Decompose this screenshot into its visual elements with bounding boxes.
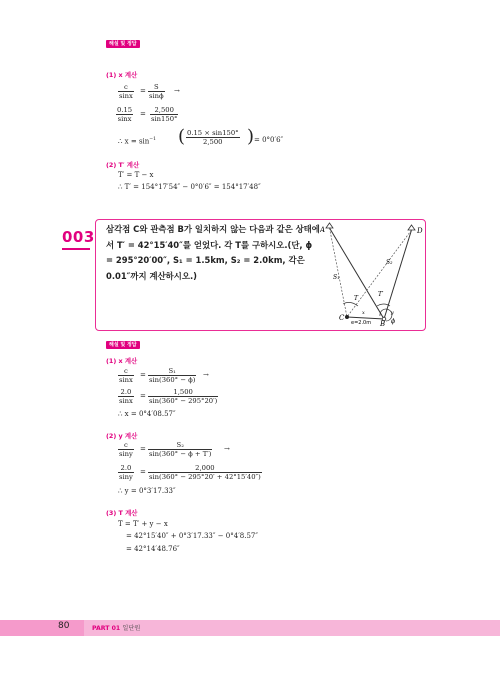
fraction-numerator: 2,500 (150, 106, 178, 115)
fraction-denominator: sin150° (151, 115, 178, 123)
fraction (116, 106, 133, 123)
fraction-denominator: sin(360° − 295°20′ + 42°15′40″) (149, 473, 261, 481)
label-a: A (320, 226, 326, 234)
fraction (150, 106, 178, 123)
step-heading: (1) x 계산 (106, 71, 138, 79)
x-result-value: = 0°0′6″ (254, 136, 284, 144)
page-number: 80 (58, 621, 70, 631)
station-d-marker (408, 225, 415, 230)
fraction-denominator: sinx (117, 115, 132, 123)
label-d: D (417, 227, 423, 235)
equation-line: T′ = T − x (118, 171, 154, 179)
fraction (118, 83, 134, 100)
fraction-numerator: 0.15 × sin150° (187, 129, 239, 137)
angle-t-arc (343, 302, 358, 306)
fraction-numerator: c (118, 441, 134, 450)
arrow-icon: → (174, 87, 180, 95)
fraction-numerator: 2,000 (148, 464, 262, 473)
line-c-b (347, 317, 384, 319)
footer-accent (0, 620, 84, 636)
fraction (148, 441, 212, 458)
label-x: x (362, 310, 365, 316)
fraction (148, 464, 262, 481)
fraction-denominator: sin(360° − ϕ + T′) (149, 450, 212, 458)
x-prefix: ∴ x = sin (118, 137, 150, 146)
fraction (148, 83, 165, 100)
inverse-exponent: −1 (149, 137, 157, 142)
equals-sign: = (140, 392, 146, 400)
fraction-denominator: siny (119, 450, 133, 458)
fraction-numerator: 2.0 (118, 388, 134, 397)
equals-sign: = (140, 110, 146, 118)
fraction-denominator: sin(360° − 295°20′) (149, 397, 218, 405)
fraction-numerator: 0.15 (117, 106, 133, 114)
label-y: y (391, 310, 394, 316)
y-result-line: ∴ y = 0°3′17.33″ (118, 487, 176, 495)
x-result-line: ∴ x = 0°4′08.57″ (118, 410, 176, 418)
fraction-numerator: S₂ (148, 441, 212, 450)
label-t: T (354, 295, 359, 302)
fraction-numerator: c (118, 83, 134, 92)
paren-open: ( (178, 126, 186, 147)
label-t-prime: T′ (378, 291, 384, 298)
equals-sign: = (140, 371, 146, 379)
fraction (118, 367, 134, 384)
fraction-numerator: 1,500 (148, 388, 218, 397)
step-heading: (2) T′ 계산 (106, 161, 140, 169)
line-d-b (384, 230, 412, 319)
fraction-numerator: S (148, 83, 165, 92)
x-result-line (118, 136, 156, 145)
equals-sign: = (140, 468, 146, 476)
solution-tag: 해설 및 정답 (106, 40, 140, 48)
equation-line: ∴ T′ = 154°17′54″ − 0°0′6″ = 154°17′48″ (118, 183, 261, 191)
point-c (345, 315, 349, 319)
label-phi: ϕ (391, 318, 396, 325)
step-heading: (3) T 계산 (106, 509, 138, 517)
arrow-icon: → (203, 371, 209, 379)
fraction-denominator: sinx (119, 397, 133, 405)
label-c: C (339, 314, 345, 322)
fraction-denominator: sin(360° − ϕ) (149, 376, 196, 384)
label-s1: S₁ (333, 274, 340, 281)
fraction (148, 367, 196, 384)
equation-line: T = T′ + y − x (118, 520, 168, 528)
footer-part-label (92, 623, 140, 632)
label-s2: S₂ (386, 259, 393, 266)
fraction-numerator: S₁ (148, 367, 196, 376)
fraction-numerator: c (118, 367, 134, 376)
fraction-denominator: sinx (119, 376, 133, 384)
step-heading: (2) y 계산 (106, 432, 138, 440)
equals-sign: = (140, 87, 146, 95)
survey-diagram (320, 222, 424, 330)
fraction (118, 464, 134, 481)
question-number: 003 (62, 228, 95, 246)
station-a-marker (326, 223, 333, 228)
label-e: e=2.0m (351, 320, 372, 326)
equals-sign: = (140, 445, 146, 453)
equation-line: = 42°14′48.76″ (126, 545, 180, 553)
fraction-denominator: 2,500 (203, 138, 223, 146)
label-b: B (380, 320, 386, 328)
fraction-denominator: sinx (119, 92, 133, 100)
question-text: 삼각점 C와 관측점 B가 일치하지 않는 다음과 같은 상태에서 T′ = 42°15′40″를 얻었다. 각 T를 구하시오.(단, ϕ = 295°20′00″, S₁ = 1.5km, S₂ = 2.0km, 각은 0.01″까지 계산하시오.) (106, 224, 320, 281)
equation-line: = 42°15′40″ + 0°3′17.33″ − 0°4′8.57″ (126, 532, 258, 540)
solution-tag: 해설 및 정답 (106, 341, 140, 349)
fraction-denominator: sinϕ (149, 92, 164, 100)
part-title: 일단원 (122, 625, 141, 632)
fraction (148, 388, 218, 405)
fraction (186, 129, 240, 146)
question-underline (62, 248, 90, 250)
fraction (118, 388, 134, 405)
fraction (118, 441, 134, 458)
fraction-numerator: 2.0 (118, 464, 134, 473)
part-number: PART 01 (92, 625, 121, 632)
fraction-denominator: siny (119, 473, 133, 481)
paren-close: ) (247, 126, 255, 147)
arrow-icon: → (224, 445, 230, 453)
step-heading: (1) x 계산 (106, 357, 138, 365)
